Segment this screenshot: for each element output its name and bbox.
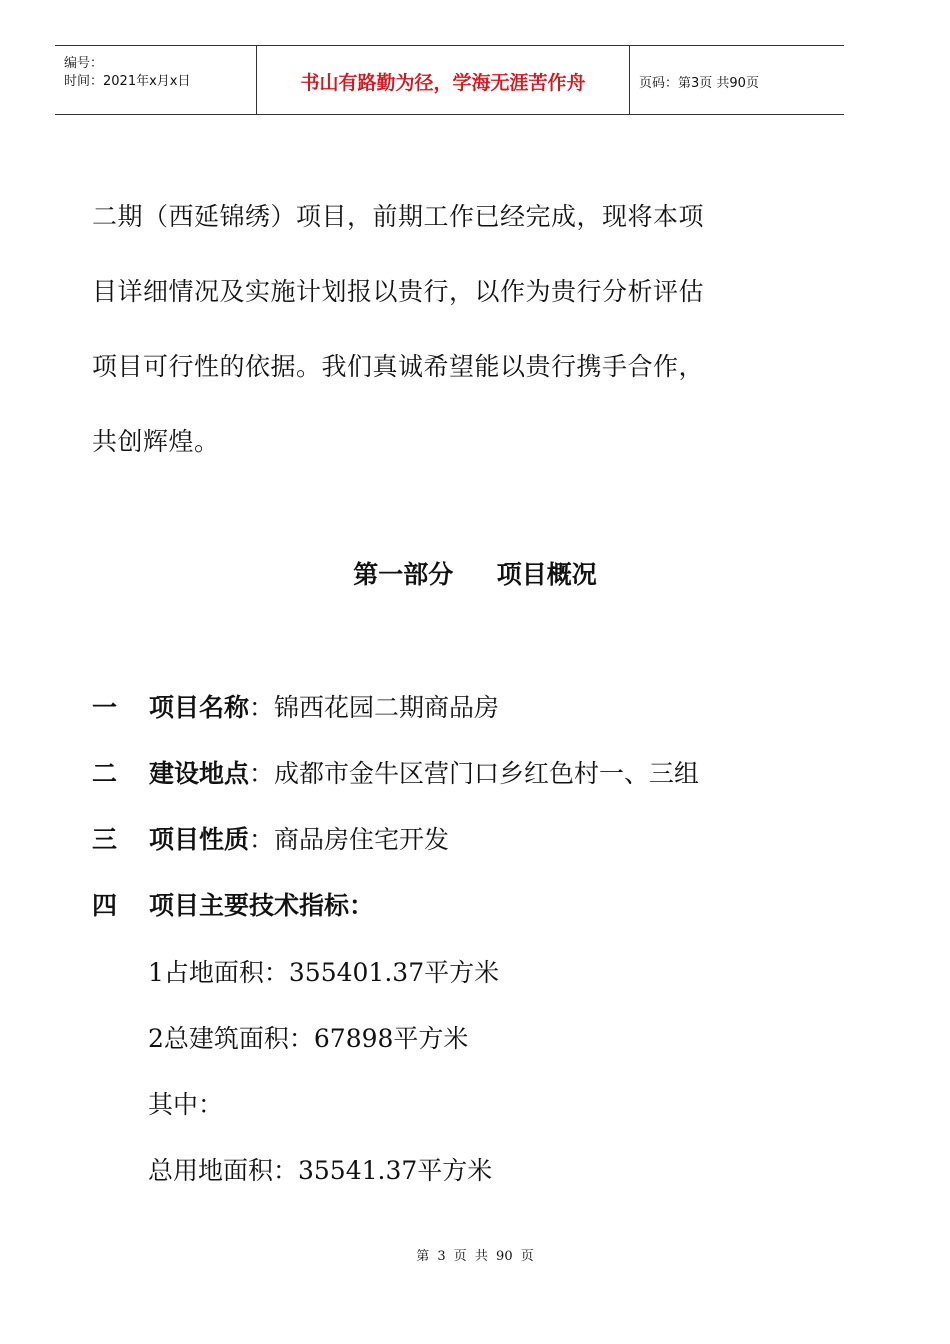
intro-line: 二期（西延锦绣）项目，前期工作已经完成，现将本项 [92, 202, 705, 231]
item-number: 三 [92, 825, 118, 854]
page-header [55, 45, 844, 115]
item-label: 项目名称 [149, 693, 250, 722]
item-number: 二 [92, 759, 118, 788]
detail-line: 总用地面积：35541.37平方米 [148, 1156, 493, 1185]
header-meta-cell [55, 46, 257, 114]
header-page-code: 页码：第3页 共90页 [639, 76, 759, 91]
item-value: 商品房住宅开发 [274, 825, 450, 854]
document-number-label: 编号： [64, 56, 104, 71]
detail-line: 其中： [148, 1090, 224, 1119]
document-time-label: 时间：2021年x月x日 [64, 74, 191, 89]
intro-line: 项目可行性的依据。我们真诚希望能以贵行携手合作， [92, 352, 705, 381]
item-label: 建设地点 [149, 759, 250, 788]
project-item [92, 820, 449, 856]
section-title: 第一部分 项目概况 [353, 560, 597, 589]
detail-line: 2总建筑面积：67898平方米 [148, 1024, 469, 1053]
item-number: 一 [92, 693, 118, 722]
header-motto-cell [257, 46, 630, 114]
item-separator: ： [249, 825, 275, 854]
item-number: 四 [92, 891, 118, 920]
header-motto: 书山有路勤为径，学海无涯苦作舟 [300, 72, 586, 94]
item-separator: ： [249, 759, 275, 788]
page-footer: 第 3 页 共 90 页 [416, 1249, 534, 1264]
item-separator: ： [249, 693, 275, 722]
item-value: 成都市金牛区营门口乡红色村一、三组 [274, 759, 700, 788]
intro-line: 共创辉煌。 [92, 427, 220, 456]
project-item [92, 886, 374, 922]
item-value: 锦西花园二期商品房 [274, 693, 500, 722]
detail-line: 1占地面积：355401.37平方米 [148, 958, 500, 987]
item-label: 项目主要技术指标： [149, 891, 375, 920]
intro-line: 目详细情况及实施计划报以贵行，以作为贵行分析评估 [92, 277, 705, 306]
header-page-cell [630, 46, 844, 114]
project-item [92, 754, 699, 790]
item-label: 项目性质 [149, 825, 250, 854]
project-item [92, 688, 499, 724]
